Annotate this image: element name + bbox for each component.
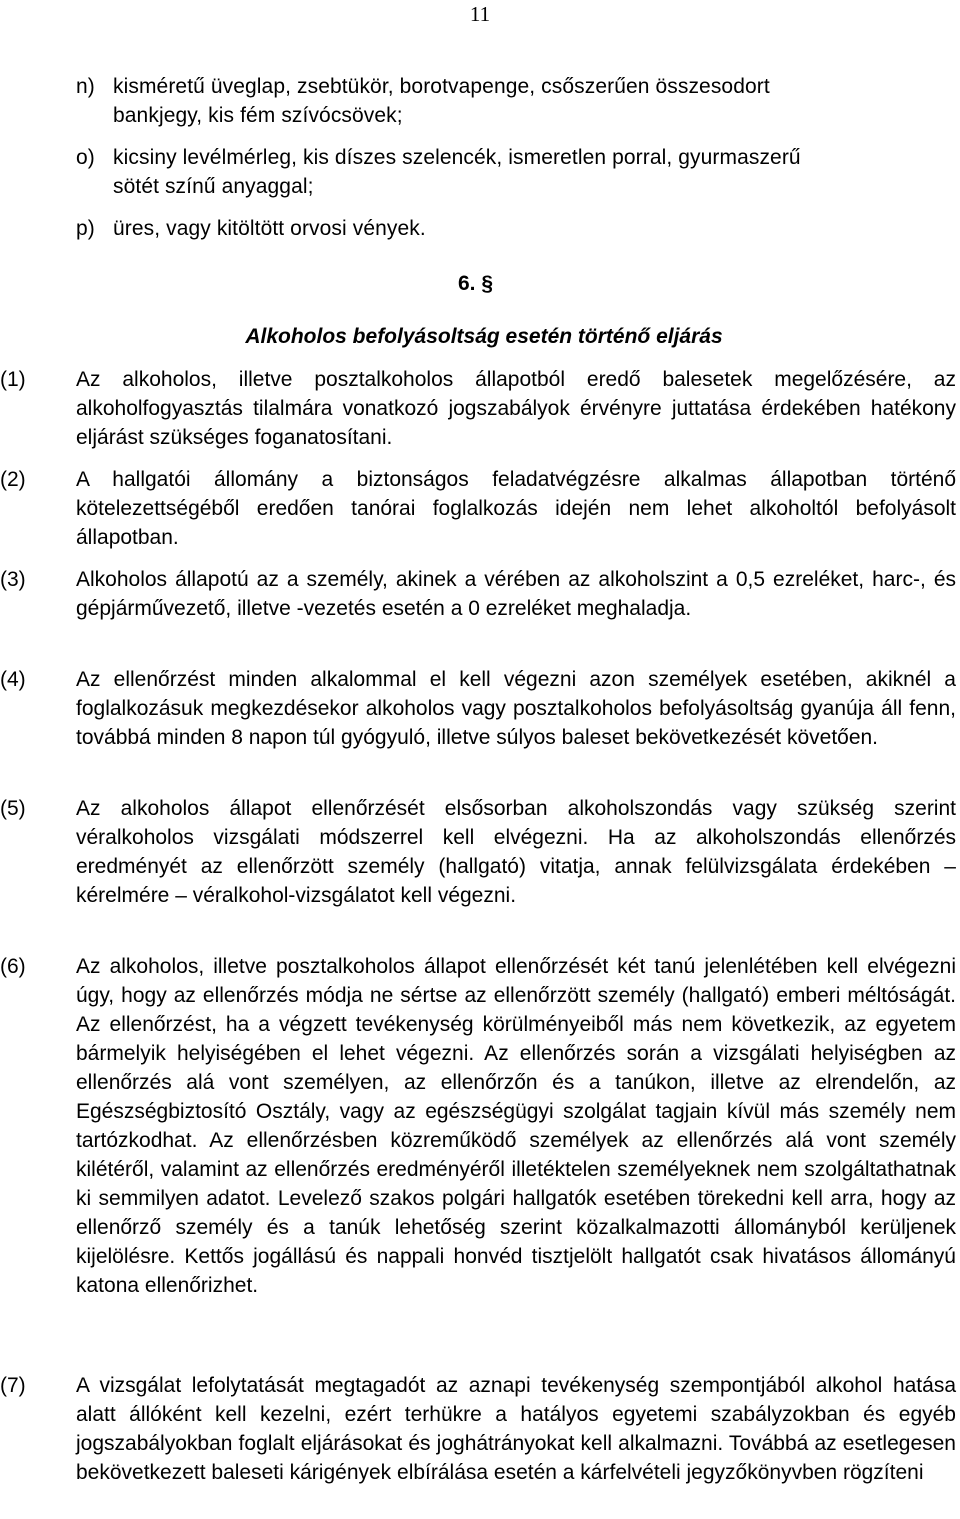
list-item [76,143,956,201]
page-number: 11 [469,2,491,26]
paragraph-text: Alkoholos állapotú az a személy, akinek a vérében az alkoholszint a 0,5 ezreléket, harc-, és gépjárművezető, illetve -vezetés esetén a 0 ezreléket meghaladja. [76,568,956,620]
list-text-cont: sötét színű anyaggal; [113,175,314,198]
paragraph [0,794,956,910]
paragraph [0,465,956,552]
paragraph-number: (3) [0,568,26,591]
list-marker: p) [76,217,95,240]
list-text: kicsiny levélmérleg, kis díszes szelencék, ismeretlen porral, gyurmaszerű [113,146,801,169]
paragraph-number: (2) [0,468,26,491]
list-marker: o) [76,146,95,169]
paragraph-text: Az alkoholos, illetve posztalkoholos állapot ellenőrzését két tanú jelenlétében kell elvégezni úgy, hogy az ellenőrzés módja ne sértse az ellenőrzött személy (hallgató) emberi méltóságát. Az ellenőrzést, ha a végzett tevékenység körülményeiből más nem következik, az egyetem bármelyik helyiségében el lehet végezni. Az ellenőrzés során a vizsgálati helyiségben az ellenőrzés alá vont személyen, az ellenőrzőn és a tanúkon, illetve az elrendelőn, az Egészségbiztosító Osztály, vagy az egészségügyi szolgálat tagjain kívül más személy nem tartózkodhat. Az ellenőrzésben közreműködő személyek az ellenőrzés alá vont személy kilétéről, valamint az ellenőrzés eredményéről illetéktelen személyeknek nem szolgáltathatnak ki semmilyen adatot. Levelező szakos polgári hallgatók esetében törekedni kell arra, hogy az ellenőrző személy és a tanúk lehetőség szerint közalkalmazotti állományból kerüljenek kijelölésre. Kettős jogállású és nappali honvéd tisztjelölt hallgatót csak hivatásos állományú katona ellenőrizhet. [76,955,956,1297]
list-text-cont: bankjegy, kis fém szívócsövek; [113,104,403,127]
paragraph-number: (1) [0,368,26,391]
paragraph-number: (5) [0,797,26,820]
list-item [76,72,956,130]
paragraph [0,1371,956,1487]
paragraph-number: (4) [0,668,26,691]
list-text: kisméretű üveglap, zsebtükör, borotvapenge, csőszerűen összesodort [113,75,770,98]
paragraph-text: Az alkoholos állapot ellenőrzését elsősorban alkoholszondás vagy szükség szerint véralkoholos vizsgálati módszerrel kell elvégezni. Ha az alkoholszondás ellenőrzés eredményét az ellenőrzött személy (hallgató) vitatja, annak felülvizsgálata érdekében – kérelmére – véralkohol-vizsgálatot kell végezni. [76,797,956,907]
paragraph-text: A vizsgálat lefolytatását megtagadót az aznapi tevékenység szempontjából alkohol hatása alatt állóként kell kezelni, ezért terhükre a hatályos egyetemi szabályzokban és egyéb jogszabályokban foglalt eljárásokat és joghátrányokat kell alkalmazni. Továbbá az esetlegesen bekövetkezett baleseti kárigények elbírálása esetén a kárfelvételi jegyzőkönyvben rögzíteni [76,1374,956,1484]
paragraph-text: Az alkoholos, illetve posztalkoholos állapotból eredő balesetek megelőzésére, az alkoholfogyasztás tilalmára vonatkozó jogszabályok érvényre juttatása érdekében hatékony eljárást szükséges foganatosítani. [76,368,956,449]
section-number: 6. § [458,272,494,295]
list-text: üres, vagy kitöltött orvosi vények. [113,217,426,240]
paragraph-text: Az ellenőrzést minden alkalommal el kell végezni azon személyek esetében, akiknél a foglalkozásuk megkezdésekor alkoholos vagy posztalkoholos befolyásoltság gyanúja áll fenn, továbbá minden 8 napon túl gyógyuló, illetve súlyos baleset bekövetkezését követően. [76,668,956,749]
paragraph [0,565,956,623]
section-title: Alkoholos befolyásoltság esetén történő eljárás [245,325,723,348]
paragraph-number: (7) [0,1374,26,1397]
paragraph [0,365,956,452]
paragraph-text: A hallgatói állomány a biztonságos feladatvégzésre alkalmas állapotban történő kötelezettségéből eredően tanórai foglalkozás idején nem lehet alkoholtól befolyásolt állapotban. [76,468,956,549]
paragraph-number: (6) [0,955,26,978]
paragraph [0,665,956,752]
paragraph [0,952,956,1300]
list-item [76,214,956,243]
list-marker: n) [76,75,95,98]
